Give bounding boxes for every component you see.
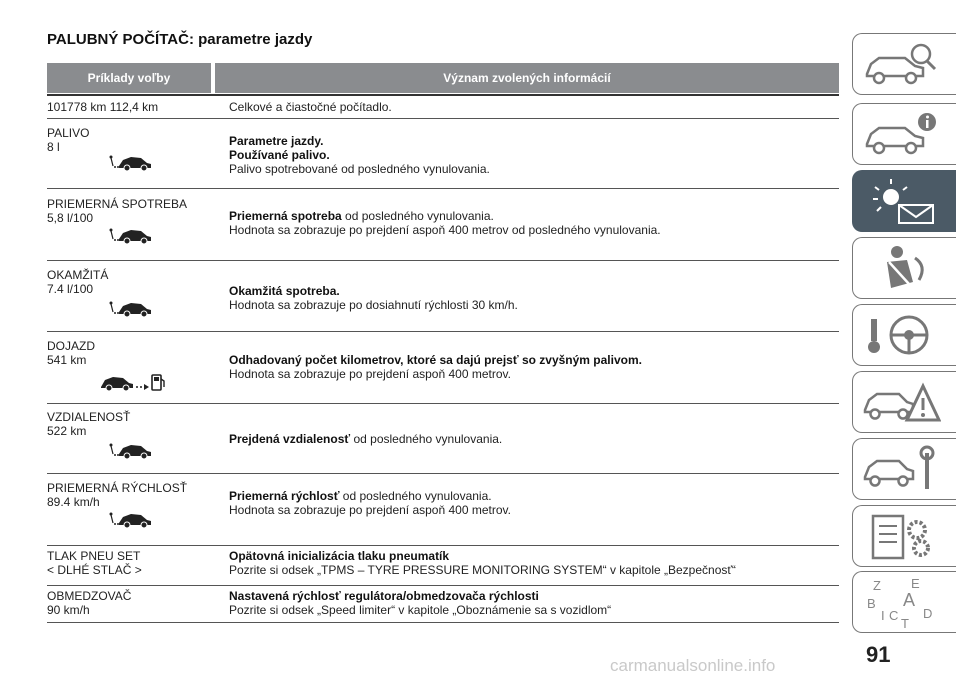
option-example-line: OKAMŽITÁ bbox=[47, 268, 109, 282]
meaning-line: Hodnota sa zobrazuje po prejdení aspoň 400 metrov od posledného vynulovania. bbox=[229, 223, 661, 237]
meaning-text: od posledného vynulovania. bbox=[341, 209, 494, 223]
option-example-cell bbox=[47, 100, 212, 114]
index-letter: C bbox=[889, 608, 899, 623]
row-divider bbox=[47, 622, 839, 623]
meaning-bold: Opätovná inicializácia tlaku pneumatík bbox=[229, 549, 450, 563]
header-divider bbox=[47, 94, 839, 96]
option-example-line: 90 km/h bbox=[47, 603, 90, 617]
option-example-line: 101778 km 112,4 km bbox=[47, 100, 159, 114]
car-warning-triangle-icon bbox=[861, 376, 941, 430]
meaning-line bbox=[229, 134, 839, 148]
tab-car-info[interactable] bbox=[852, 103, 956, 165]
meaning-line: Hodnota sa zobrazuje po prejdení aspoň 400 metrov. bbox=[229, 503, 511, 517]
option-example-line: OBMEDZOVAČ bbox=[47, 589, 132, 603]
index-letter: I bbox=[881, 608, 885, 623]
option-example-cell bbox=[47, 410, 212, 438]
meaning-cell bbox=[229, 432, 839, 446]
meaning-line bbox=[229, 432, 839, 446]
car-icon bbox=[109, 300, 153, 321]
column-header-examples: Príklady voľby bbox=[47, 63, 211, 93]
car-icon bbox=[109, 154, 153, 175]
option-example-cell bbox=[47, 589, 212, 617]
meaning-line bbox=[229, 489, 839, 503]
option-example-line: DOJAZD bbox=[47, 339, 95, 353]
row-divider bbox=[47, 545, 839, 546]
option-example-line: TLAK PNEU SET bbox=[47, 549, 141, 563]
car-icon bbox=[109, 442, 153, 463]
option-example-cell bbox=[47, 481, 212, 509]
meaning-cell bbox=[229, 134, 839, 176]
column-header-meaning: Význam zvolených informácií bbox=[215, 63, 839, 93]
meaning-bold: Prejdená vzdialenosť bbox=[229, 432, 351, 446]
option-example-line: 541 km bbox=[47, 353, 87, 367]
row-divider bbox=[47, 118, 839, 119]
index-letter: A bbox=[903, 590, 916, 610]
index-letter: Z bbox=[873, 578, 881, 593]
meaning-cell bbox=[229, 489, 839, 517]
index-letter: E bbox=[911, 576, 920, 591]
alphabet-index-icon bbox=[861, 576, 941, 630]
option-example-line: PALIVO bbox=[47, 126, 90, 140]
index-letter: B bbox=[867, 596, 876, 611]
page-number: 91 bbox=[866, 642, 891, 667]
option-example-cell bbox=[47, 197, 212, 225]
meaning-line bbox=[229, 209, 839, 223]
meaning-line bbox=[229, 100, 839, 114]
meaning-bold: Odhadovaný počet kilometrov, ktoré sa dajú prejsť so zvyšným palivom. bbox=[229, 353, 642, 367]
meaning-text: od posledného vynulovania. bbox=[339, 489, 492, 503]
meaning-line: Pozrite si odsek „Speed limiter“ v kapitole „Oboznámenie sa s vozidlom“ bbox=[229, 603, 612, 617]
meaning-bold: Parametre jazdy. bbox=[229, 134, 324, 148]
tab-car-search[interactable] bbox=[852, 33, 956, 95]
meaning-cell bbox=[229, 209, 839, 237]
meaning-bold: Okamžitá spotreba. bbox=[229, 284, 340, 298]
meaning-line: Hodnota sa zobrazuje po prejdení aspoň 400 metrov. bbox=[229, 367, 511, 381]
meaning-bold: Priemerná spotreba bbox=[229, 209, 342, 223]
option-example-line: PRIEMERNÁ SPOTREBA bbox=[47, 197, 188, 211]
meaning-cell bbox=[229, 589, 839, 617]
meaning-line: Hodnota sa zobrazuje po dosiahnutí rýchlosti 30 km/h. bbox=[229, 298, 518, 312]
row-divider bbox=[47, 403, 839, 404]
option-example-line: 522 km bbox=[47, 424, 87, 438]
tab-safety[interactable] bbox=[852, 237, 956, 299]
tab-technical-data[interactable] bbox=[852, 505, 956, 567]
car-icon bbox=[109, 227, 153, 248]
car-icon bbox=[109, 511, 153, 532]
row-divider bbox=[47, 260, 839, 261]
meaning-line: Palivo spotrebované od posledného vynulovania. bbox=[229, 162, 490, 176]
car-search-icon bbox=[861, 38, 941, 92]
meaning-cell bbox=[229, 100, 839, 114]
meaning-bold: Priemerná rýchlosť bbox=[229, 489, 340, 503]
row-divider bbox=[47, 473, 839, 474]
meaning-line: Používané palivo. bbox=[229, 148, 330, 162]
option-example-line: VZDIALENOSŤ bbox=[47, 410, 131, 424]
option-example-cell bbox=[47, 126, 212, 154]
meaning-line bbox=[229, 284, 839, 298]
meaning-bold: Nastavená rýchlosť regulátora/obmedzovača rýchlosti bbox=[229, 589, 539, 603]
meaning-line: Pozrite si odsek „TPMS – TYRE PRESSURE MONITORING SYSTEM“ v kapitole „Bezpečnosť“ bbox=[229, 563, 736, 577]
option-example-cell bbox=[47, 339, 212, 367]
row-divider bbox=[47, 188, 839, 189]
car-fuel-icon bbox=[99, 373, 167, 396]
meaning-text: Celkové a čiastočné počítadlo. bbox=[229, 100, 392, 114]
tab-emergency[interactable] bbox=[852, 371, 956, 433]
option-example-cell bbox=[47, 549, 212, 577]
option-example-line: 8 l bbox=[47, 140, 60, 154]
tab-start-drive[interactable] bbox=[852, 304, 956, 366]
chapter-tabs bbox=[852, 0, 960, 678]
car-info-icon bbox=[861, 108, 941, 162]
row-divider bbox=[47, 331, 839, 332]
tab-maintenance[interactable] bbox=[852, 438, 956, 500]
index-letter: D bbox=[923, 606, 933, 621]
option-example-line: 7.4 l/100 bbox=[47, 282, 94, 296]
meaning-cell bbox=[229, 353, 839, 381]
option-example-cell bbox=[47, 268, 212, 296]
meaning-cell bbox=[229, 549, 839, 577]
option-example-line: 5,8 l/100 bbox=[47, 211, 94, 225]
index-letter: T bbox=[901, 616, 909, 630]
specs-gears-icon bbox=[861, 510, 941, 564]
row-divider bbox=[47, 585, 839, 586]
tab-warning-lights[interactable] bbox=[852, 170, 956, 232]
steering-wheel-key-icon bbox=[861, 309, 941, 363]
meaning-line bbox=[229, 549, 839, 563]
watermark: carmanualsonline.info bbox=[610, 656, 776, 675]
option-example-line: PRIEMERNÁ RÝCHLOSŤ bbox=[47, 481, 188, 495]
meaning-line bbox=[229, 353, 839, 367]
meaning-cell bbox=[229, 284, 839, 312]
airbag-seatbelt-icon bbox=[861, 242, 941, 296]
meaning-line bbox=[229, 589, 839, 603]
warning-light-message-icon bbox=[861, 175, 941, 229]
option-example-line: < DLHÉ STLAČ > bbox=[47, 563, 142, 577]
car-wrench-icon bbox=[861, 443, 941, 497]
meaning-text: od posledného vynulovania. bbox=[350, 432, 503, 446]
option-example-line: 89.4 km/h bbox=[47, 495, 100, 509]
page-title: PALUBNÝ POČÍTAČ: parametre jazdy bbox=[47, 31, 313, 48]
tab-index[interactable] bbox=[852, 571, 956, 633]
